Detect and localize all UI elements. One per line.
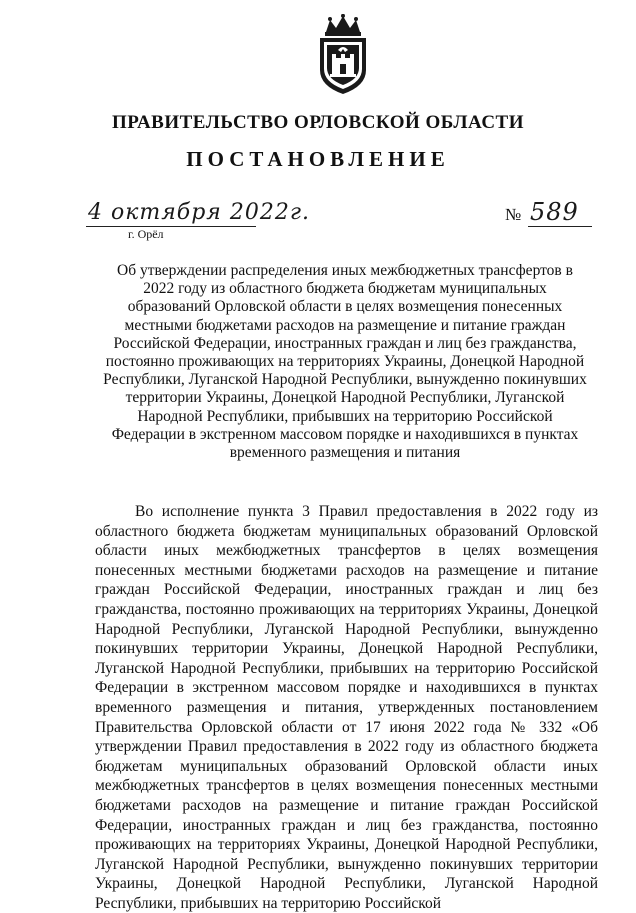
government-title: ПРАВИТЕЛЬСТВО ОРЛОВСКОЙ ОБЛАСТИ (111, 112, 524, 133)
document-subject: Об утверждении распределения иных межбюджетных трансфертов в 2022 году из областного бюджета бюджетам муниципальных образований Орловской области в целях возмещения понесенных местными бюджетами расходов на размещение и питание граждан Российской Федерации, иностранных граждан и лиц без гражданства, постоянно проживающих на территориях Украины, Донецкой Народной Республики, Луганской Народной Республики, вынужденно покинувших территории Украины, Донецкой Народной Республики, Луганской Народной Республики, прибывших на территорию Российской Федерации в экстренном массовом порядке и находившихся в пунктах временного размещения и питания (103, 262, 587, 462)
handwritten-number: 589 (530, 198, 579, 226)
handwritten-date: 4 октября 2022г. (88, 200, 310, 225)
city-label: г. Орёл (128, 227, 164, 241)
document-body: Во исполнение пункта 3 Правил предоставления в 2022 году из областного бюджета бюджетам муниципальных образований Орловской области иных межбюджетных трансфертов в целях возмещения понесенных местными бюджетами расходов на размещение и питание граждан Российской Федерации, иностранных граждан и лиц без гражданства, постоянно проживающих на территориях Украины, Донецкой Народной Республики, Луганской Народной Республики, вынужденно покинувших территории Украины, Донецкой Народной Республики, Луганской Народной Республики, прибывших на территорию Российской Федерации в экстренном массовом порядке и находившихся в пунктах временного размещения и питания, утвержденных постановлением Правительства Орловской области от 17 июня 2022 года № 332 «Об утверждении Правил предоставления в 2022 году из областного бюджета бюджетам муниципальных образований Орловской области иных межбюджетных трансфертов в целях возмещения понесенных местными бюджетами расходов на размещение и питание граждан Российской Федерации, иностранных граждан и лиц без гражданства, постоянно проживающих на территориях Украины, Донецкой Народной Республики, Луганской Народной Республики, вынужденно покинувших территории Украины, Донецкой Народной Республики, Луганской Народной Республики, прибывших на территорию Российской (95, 503, 598, 912)
coat-of-arms-icon (312, 14, 374, 96)
number-label (505, 205, 521, 225)
date-underline (86, 226, 256, 227)
number-underline (528, 226, 592, 227)
document-type-title: ПОСТАНОВЛЕНИЕ (186, 147, 450, 171)
number-sign: № (505, 205, 522, 224)
